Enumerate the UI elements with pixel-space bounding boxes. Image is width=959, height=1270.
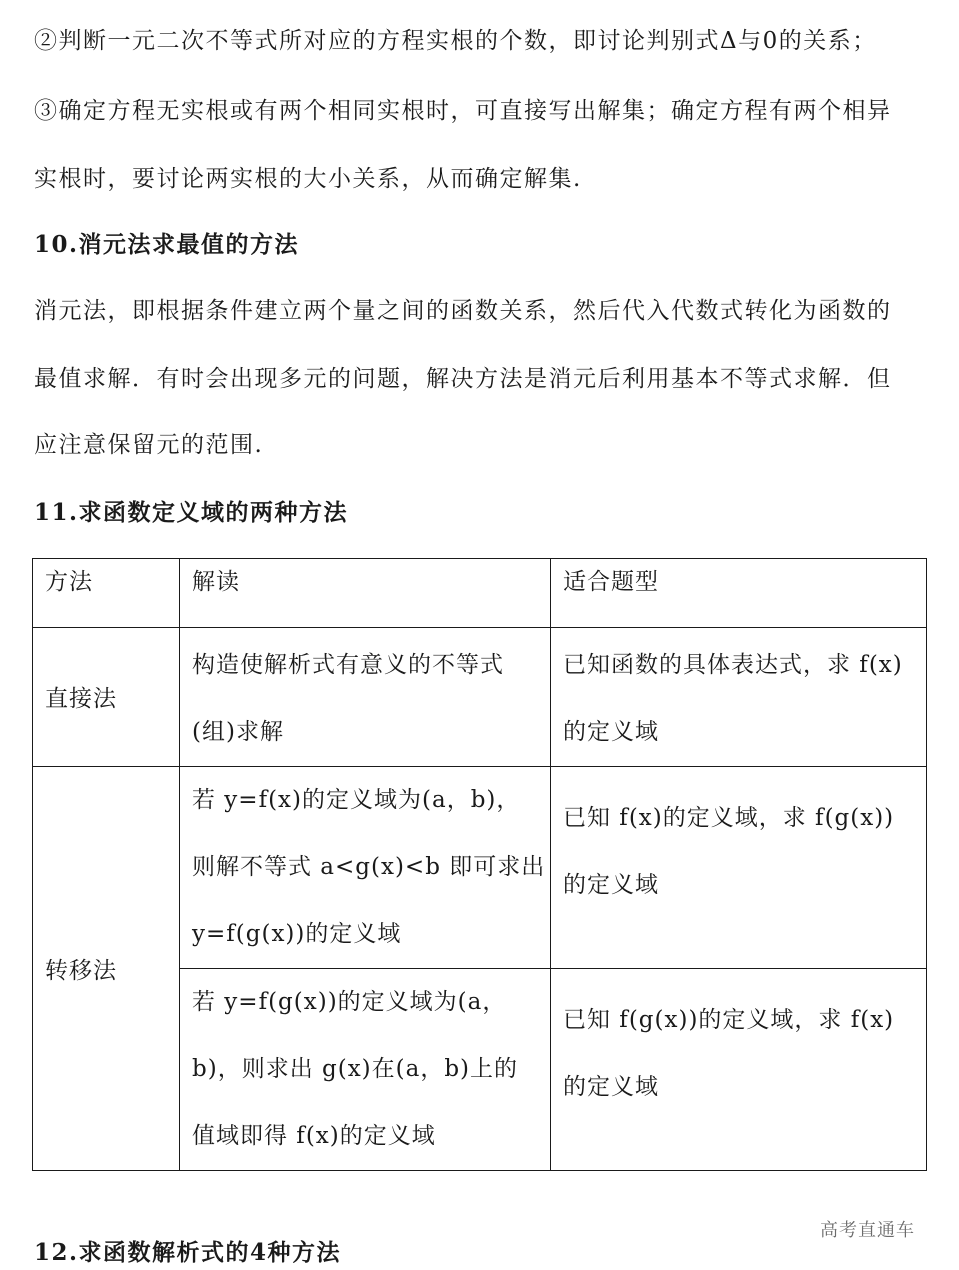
- interpretation-transfer-2-line1: 若 y=f(g(x))的定义域为(a，: [192, 989, 507, 1015]
- interpretation-transfer-1-line2: 则解不等式 a<g(x)<b 即可求出: [192, 854, 546, 880]
- type-transfer-1: [551, 767, 927, 969]
- type-transfer-2-line1: 已知 f(g(x))的定义域，求 f(x): [563, 1007, 895, 1033]
- type-transfer-2-line2: 的定义域: [563, 1074, 659, 1100]
- interpretation-transfer-1-line3: y=f(g(x))的定义域: [192, 921, 402, 947]
- method-transfer: 转移法: [33, 767, 180, 1171]
- section-12-heading: 12.求函数解析式的4种方法: [34, 1239, 342, 1266]
- section-10-line2: 最值求解．有时会出现多元的问题，解决方法是消元后利用基本不等式求解．但: [34, 366, 892, 392]
- type-direct-line1: 已知函数的具体表达式，求 f(x): [563, 652, 903, 678]
- header-method: 方法: [33, 559, 180, 628]
- watermark: 高考直通车: [820, 1220, 915, 1241]
- interpretation-transfer-1-line1: 若 y=f(x)的定义域为(a，b)，: [192, 787, 521, 813]
- interpretation-direct: [180, 628, 551, 767]
- section-11-heading: 11.求函数定义域的两种方法: [34, 499, 349, 526]
- method-direct: 直接法: [33, 628, 180, 767]
- paragraph-step2: ②判断一元二次不等式所对应的方程实根的个数，即讨论判别式Δ与0的关系；: [34, 28, 877, 54]
- interpretation-transfer-2-line2: b)，则求出 g(x)在(a，b)上的: [192, 1056, 519, 1082]
- header-applicable-type: 适合题型: [551, 559, 927, 628]
- interpretation-direct-line1: 构造使解析式有意义的不等式: [192, 652, 504, 678]
- interpretation-direct-line2: (组)求解: [192, 719, 284, 745]
- table-header-row: [33, 559, 927, 628]
- section-10-line3: 应注意保留元的范围.: [34, 432, 264, 458]
- section-10-heading: 10.消元法求最值的方法: [34, 231, 300, 258]
- paragraph-step3-line2: 实根时，要讨论两实根的大小关系，从而确定解集.: [34, 166, 582, 192]
- type-transfer-1-line2: 的定义域: [563, 872, 659, 898]
- type-direct-line2: 的定义域: [563, 719, 659, 745]
- type-transfer-1-line1: 已知 f(x)的定义域，求 f(g(x)): [563, 805, 895, 831]
- table-row-transfer-1: [33, 767, 927, 969]
- paragraph-step3-line1: ③确定方程无实根或有两个相同实根时，可直接写出解集；确定方程有两个相异: [34, 98, 892, 124]
- interpretation-transfer-2-line3: 值域即得 f(x)的定义域: [192, 1123, 436, 1149]
- interpretation-transfer-2: [180, 969, 551, 1171]
- domain-methods-table: [32, 558, 927, 1171]
- header-interpretation: 解读: [180, 559, 551, 628]
- section-10-line1: 消元法，即根据条件建立两个量之间的函数关系，然后代入代数式转化为函数的: [34, 298, 892, 324]
- type-transfer-2: [551, 969, 927, 1171]
- interpretation-transfer-1: [180, 767, 551, 969]
- table-row-direct: [33, 628, 927, 767]
- type-direct: [551, 628, 927, 767]
